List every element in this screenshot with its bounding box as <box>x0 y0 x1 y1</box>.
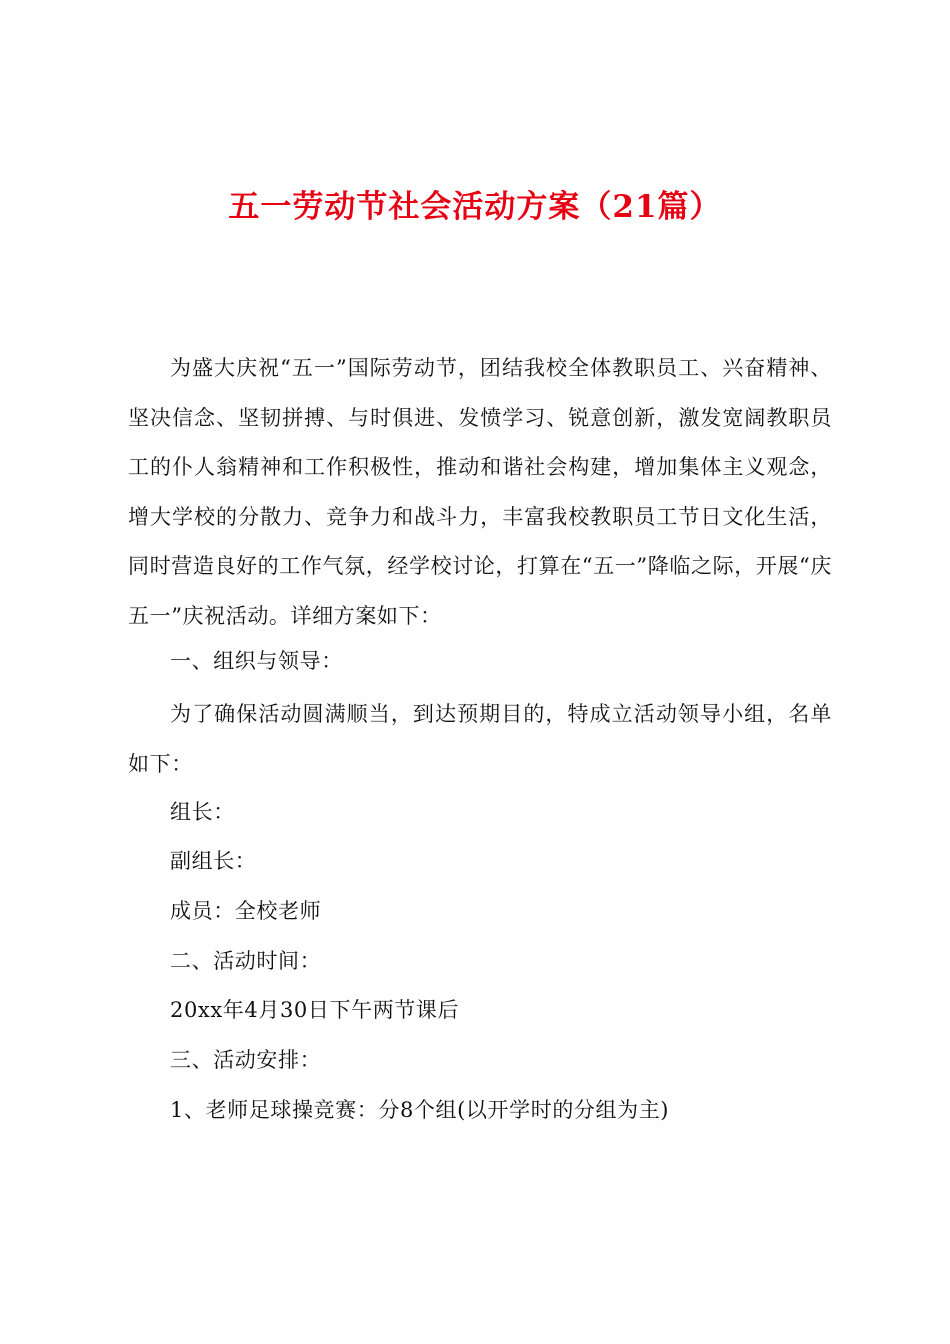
section2-heading: 二、活动时间： <box>170 949 322 973</box>
section3-heading: 三、活动安排： <box>170 1048 322 1072</box>
document-title: 五一劳动节社会活动方案（21篇） <box>228 189 722 225</box>
leader-line: 组长： <box>170 800 235 824</box>
intro-paragraph: 为盛大庆祝“五一”国际劳动节，团结我校全体教职员工、兴奋精神、坚决信念、坚韧拼搏、与时俱进、发愤学习、锐意创新，激发宽阔教职员工的仆人翁精神和工作积极性，推动和谐社会构建，增加集体主义观念，增大学校的分散力、竞争力和战斗力，丰富我校教职员工节日文化生活，同时营造良好的工作气氛，经学校讨论，打算在“五一”降临之际，开展“庆五一”庆祝活动。详细方案如下： <box>128 356 832 628</box>
members-line: 成员：全校老师 <box>170 899 322 923</box>
section2-body: 20xx年4月30日下午两节课后 <box>170 998 460 1022</box>
vice-leader-line: 副组长： <box>170 849 257 873</box>
section1-heading: 一、组织与领导： <box>170 649 343 673</box>
section1-body: 为了确保活动圆满顺当，到达预期目的，特成立活动领导小组，名单如下： <box>128 702 832 776</box>
section3-item-1: 1、老师足球操竞赛：分8个组(以开学时的分组为主) <box>170 1098 670 1122</box>
